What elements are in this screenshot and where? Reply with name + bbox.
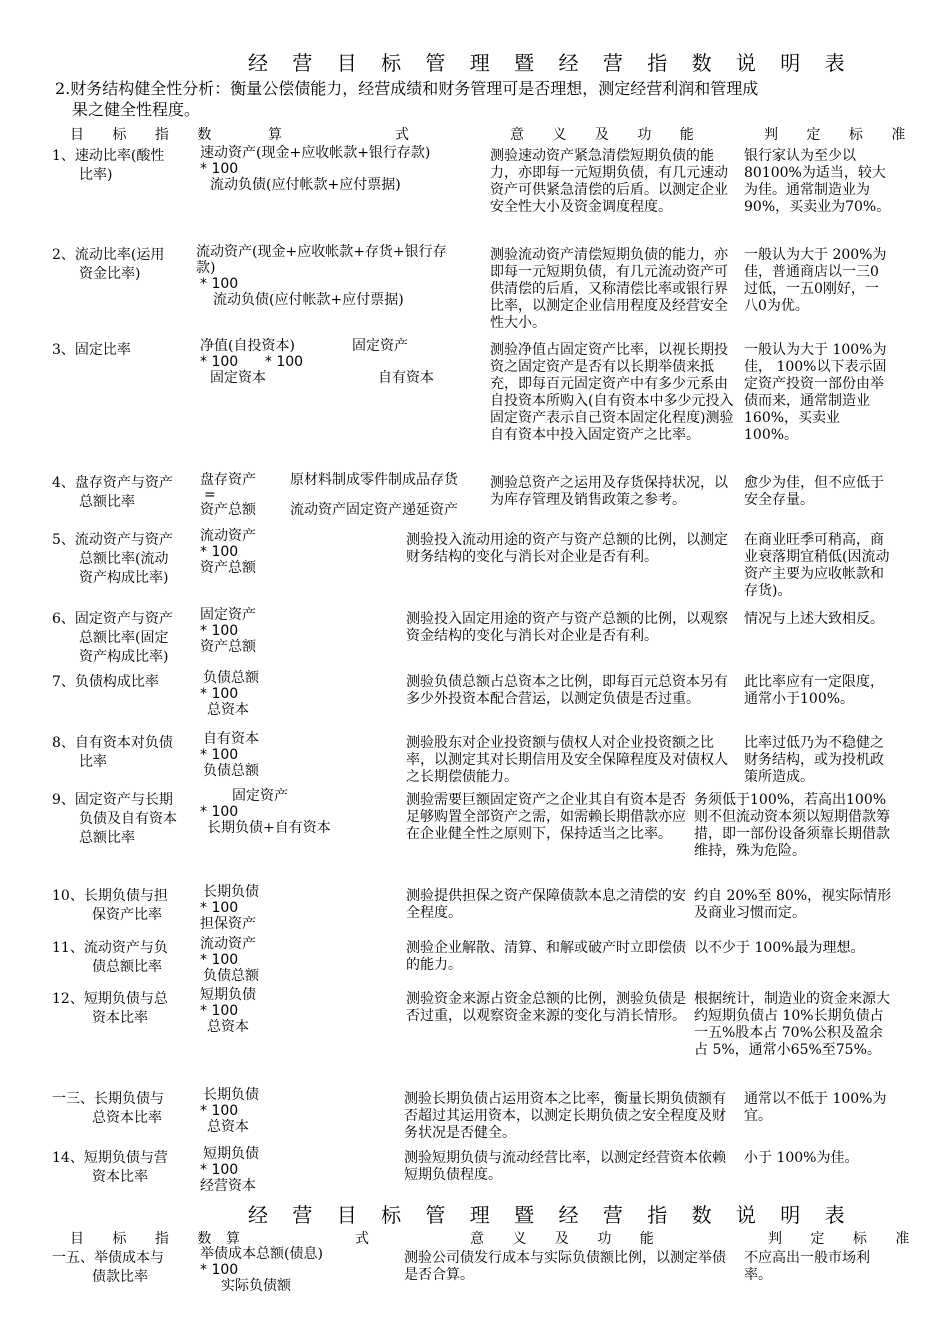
row-name: 总额比率(固定 bbox=[79, 630, 169, 646]
formula-text: 长期负债+自有资本 bbox=[207, 820, 331, 836]
standard-text: 以不少于 100%最为理想。 bbox=[694, 940, 865, 956]
formula-text: 款) bbox=[196, 260, 216, 276]
header-target-index: 目 标 指 数 bbox=[70, 127, 224, 143]
formula-text: * 100 bbox=[200, 686, 239, 702]
meaning-text: 测验提供担保之资产保障债款本息之清偿的安全程度。 bbox=[406, 888, 686, 921]
row-name: 比率 bbox=[79, 754, 107, 770]
formula-text: * 100 bbox=[200, 1262, 239, 1278]
formula-text: 资产总额 bbox=[200, 560, 256, 576]
meaning-text: 测验总资产之运用及存货保持状况，以为库存管理及销售政策之参考。 bbox=[490, 475, 728, 508]
standard-text: 在商业旺季可稍高，商业衰落期宜稍低(因流动资产主要为应收帐款和存货)。 bbox=[744, 532, 890, 599]
intro-line-1: 2.财务结构健全性分析：衡量公偿债能力，经营成绩和财务管理可是否理想，测定经营利润和管理成 bbox=[55, 79, 759, 98]
header-formula: 算 bbox=[226, 1231, 252, 1247]
row-name: 11、流动资产与负 bbox=[52, 940, 168, 956]
meaning-text: 测验长期负债占运用资本之比率，衡量长期负债额有否超过其运用资本，以测定长期负债之安全程度及财务状况是否健全。 bbox=[404, 1091, 726, 1141]
formula-text: 资产总额 bbox=[200, 502, 256, 518]
formula-text: * 100 bbox=[200, 276, 239, 292]
standard-text: 愈少为佳，但不应低于安全存量。 bbox=[744, 475, 884, 508]
header-meaning: 意 义 及 功 能 bbox=[470, 1231, 666, 1247]
formula-text: 流动资产 bbox=[200, 528, 256, 544]
standard-text: 此比率应有一定限度，通常小于100%。 bbox=[744, 674, 884, 707]
header-formula: 算 bbox=[268, 127, 294, 143]
formula-text: 资产总额 bbox=[200, 639, 256, 655]
row-name: 总额比率(流动 bbox=[79, 551, 169, 567]
formula-text: * 100 bbox=[200, 544, 239, 560]
meaning-text: 测验股东对企业投资额与债权人对企业投资额之比率，以测定其对长期信用及安全保障程度及对债权人之长期偿债能力。 bbox=[406, 735, 728, 785]
formula-text: 流动负债(应付帐款+应付票据) bbox=[210, 177, 401, 193]
meaning-text: 测验公司债发行成本与实际负债额比例，以测定举债是否合算。 bbox=[404, 1250, 726, 1283]
row-name: 总额比率 bbox=[79, 830, 135, 846]
row-name: 保资产比率 bbox=[92, 907, 162, 923]
row-name: 资本比率 bbox=[92, 1169, 148, 1185]
row-name: 总额比率 bbox=[79, 494, 135, 510]
standard-text: 不应高出一般市场利率。 bbox=[744, 1250, 870, 1283]
header-formula-2: 式 bbox=[395, 127, 421, 143]
formula-text: 自有资本 bbox=[378, 370, 434, 386]
meaning-text: 测验企业解散、清算、和解或破产时立即偿债的能力。 bbox=[406, 940, 686, 973]
row-name: 2、流动比率(运用 bbox=[52, 247, 165, 263]
formula-text: * 100 bbox=[200, 1162, 239, 1178]
meaning-text: 测验速动资产紧急清偿短期负债的能力，亦即每一元短期负债，有几元速动资产可供紧急清偿的后盾。以测定企业安全性大小及资金调度程度。 bbox=[490, 148, 728, 215]
row-name: 资产构成比率) bbox=[79, 570, 169, 586]
formula-text: 净值(自投资本) bbox=[200, 338, 295, 354]
formula-text: 实际负债额 bbox=[221, 1278, 291, 1294]
row-name: 12、短期负债与总 bbox=[52, 991, 168, 1007]
standard-text: 小于 100%为佳。 bbox=[744, 1150, 859, 1166]
row-name: 1、速动比率(酸性 bbox=[52, 148, 165, 164]
formula-text: 总资本 bbox=[207, 702, 249, 718]
row-name: 8、自有资本对负债 bbox=[52, 735, 173, 751]
formula-text: 负债总额 bbox=[203, 670, 259, 686]
row-name: 4、盘存资产与资产 bbox=[52, 475, 173, 491]
row-name: 9、固定资产与长期 bbox=[52, 792, 173, 808]
row-name: 比率) bbox=[79, 167, 113, 183]
formula-text: 固定资产 bbox=[200, 607, 256, 623]
header-standard: 判 定 标 准 bbox=[768, 1231, 922, 1247]
formula-text: 长期负债 bbox=[203, 1087, 259, 1103]
row-name: 债款比率 bbox=[92, 1269, 148, 1285]
formula-text: * 100 * 100 bbox=[200, 354, 304, 370]
meaning-text: 测验负债总额占总资本之比例，即每百元总资本另有多少外投资本配合营运，以测定负债是否过重。 bbox=[406, 674, 728, 707]
row-name: 资金比率) bbox=[79, 266, 141, 282]
formula-text: * 100 bbox=[200, 1103, 239, 1119]
meaning-text: 测验需要巨额固定资产之企业其自有资本是否足够购置全部资产之需，如需赖长期借款亦应在企业健全性之原则下，保持适当之比率。 bbox=[406, 792, 686, 842]
row-name: 一三、长期负债与 bbox=[52, 1091, 164, 1107]
standard-text: 务须低于100%，若高出100%则不但流动资本须以短期借款筹措，即一部份设备须靠长期借款维持，殊为危险。 bbox=[694, 792, 890, 859]
formula-text: 速动资产(现金+应收帐款+银行存款) bbox=[200, 145, 431, 161]
formula-text: 举债成本总额(债息) bbox=[200, 1246, 323, 1262]
page-title: 经 营 目 标 管 理 暨 经 营 指 数 说 明 表 bbox=[248, 51, 854, 75]
formula-text: 固定资产 bbox=[352, 338, 408, 354]
formula-text: 短期负债 bbox=[203, 1146, 259, 1162]
row-name: 5、流动资产与资产 bbox=[52, 532, 173, 548]
standard-text: 银行家认为至少以80100%为适当，较大为佳。通常制造业为 90%，买卖业为70%。 bbox=[744, 148, 891, 215]
row-name: 10、长期负债与担 bbox=[52, 888, 168, 904]
formula-text: 流动负债(应付帐款+应付票据) bbox=[213, 292, 404, 308]
meaning-text: 测验投入流动用途的资产与资产总额的比例，以测定财务结构的变化与消长对企业是否有利。 bbox=[406, 532, 728, 565]
row-name: 7、负债构成比率 bbox=[52, 674, 159, 690]
formula-text: 长期负债 bbox=[203, 884, 259, 900]
standard-text: 约自 20%至 80%，视实际情形及商业习惯而定。 bbox=[694, 888, 892, 921]
meaning-text: 测验资金来源占资金总额的比例，测验负债是否过重，以观察资金来源的变化与消长情形。 bbox=[406, 991, 686, 1024]
formula-text: 自有资本 bbox=[203, 731, 259, 747]
formula-text: * 100 bbox=[200, 804, 239, 820]
standard-text: 一般认为大于 200%为佳，普通商店以一三0过低，一五0刚好，一八0为优。 bbox=[744, 247, 887, 314]
standard-text: 根据统计，制造业的资金来源大约短期负债占 10%长期负债占 一五%股本占 70%公积及盈余占 5%，通常小65%至75%。 bbox=[694, 991, 890, 1058]
formula-text: 短期负债 bbox=[200, 987, 256, 1003]
standard-text: 一般认为大于 100%为佳， 100%以下表示固定资产投资一部份由举债而来，通常制造业 160%，买卖业 100%。 bbox=[744, 342, 887, 443]
formula-text: * 100 bbox=[200, 1003, 239, 1019]
formula-text: * 100 bbox=[200, 161, 239, 177]
formula-text: * 100 bbox=[200, 900, 239, 916]
meaning-text: 测验净值占固定资产比率，以视长期投资之固定资产是否有以长期举债来抵充，即每百元固定资产中有多少元系由自投资本所购入(自有资本中多少元投入固定资产表示自己资本固定化程度)测验自有资本中投入固定资产之比率。 bbox=[490, 342, 734, 443]
standard-text: 通常以不低于 100%为宜。 bbox=[744, 1091, 887, 1124]
formula-text: 流动资产固定资产递延资产 bbox=[290, 502, 458, 518]
formula-text: 负债总额 bbox=[203, 763, 259, 779]
meaning-text: 测验流动资产清偿短期负债的能力，亦即每一元短期负债，有几元流动资产可供清偿的后盾，又称清偿比率或银行界比率，以测定企业信用程度及经营安全性大小。 bbox=[490, 247, 728, 331]
header-target-index: 目 标 指 数 bbox=[70, 1231, 224, 1247]
meaning-text: 测验短期负债与流动经营比率，以测定经营资本依赖短期负债程度。 bbox=[404, 1150, 726, 1183]
page-title-2: 经 营 目 标 管 理 暨 经 营 指 数 说 明 表 bbox=[248, 1203, 854, 1227]
formula-text: * 100 bbox=[200, 747, 239, 763]
row-name: 3、固定比率 bbox=[52, 342, 131, 358]
standard-text: 情况与上述大致相反。 bbox=[744, 611, 884, 627]
header-standard: 判 定 标 准 bbox=[764, 127, 918, 143]
formula-text: * 100 bbox=[200, 623, 239, 639]
row-name: 总资本比率 bbox=[92, 1110, 162, 1126]
row-name: 6、固定资产与资产 bbox=[52, 611, 173, 627]
intro-line-2: 果之健全性程度。 bbox=[72, 100, 201, 119]
formula-text: 总资本 bbox=[207, 1019, 249, 1035]
row-name: 资本比率 bbox=[92, 1010, 148, 1026]
row-name: 一五、举债成本与 bbox=[52, 1250, 164, 1266]
row-name: 14、短期负债与营 bbox=[52, 1150, 168, 1166]
row-name: 资产构成比率) bbox=[79, 649, 169, 665]
formula-text: 固定资产 bbox=[232, 788, 288, 804]
header-meaning: 意 义 及 功 能 bbox=[510, 127, 706, 143]
formula-text: 盘存资产 bbox=[200, 472, 256, 488]
meaning-text: 测验投入固定用途的资产与资产总额的比例，以观察资金结构的变化与消长对企业是否有利。 bbox=[406, 611, 728, 644]
formula-text: 经营资本 bbox=[200, 1178, 256, 1194]
formula-text: 流动资产 bbox=[200, 936, 256, 952]
header-formula-2: 式 bbox=[355, 1231, 381, 1247]
formula-text: * 100 bbox=[200, 952, 239, 968]
formula-text: 负债总额 bbox=[203, 968, 259, 984]
standard-text: 比率过低乃为不稳健之财务结构，或为投机政策所造成。 bbox=[744, 735, 884, 785]
row-name: 债总额比率 bbox=[92, 959, 162, 975]
formula-text: 流动资产(现金+应收帐款+存货+银行存 bbox=[196, 244, 447, 260]
formula-text: 原材料制成零件制成品存货 bbox=[290, 472, 458, 488]
row-name: 负债及自有资本 bbox=[79, 811, 177, 827]
formula-text: 担保资产 bbox=[200, 916, 256, 932]
formula-text: = bbox=[204, 487, 216, 503]
formula-text: 总资本 bbox=[207, 1119, 249, 1135]
formula-text: 固定资本 bbox=[210, 370, 266, 386]
